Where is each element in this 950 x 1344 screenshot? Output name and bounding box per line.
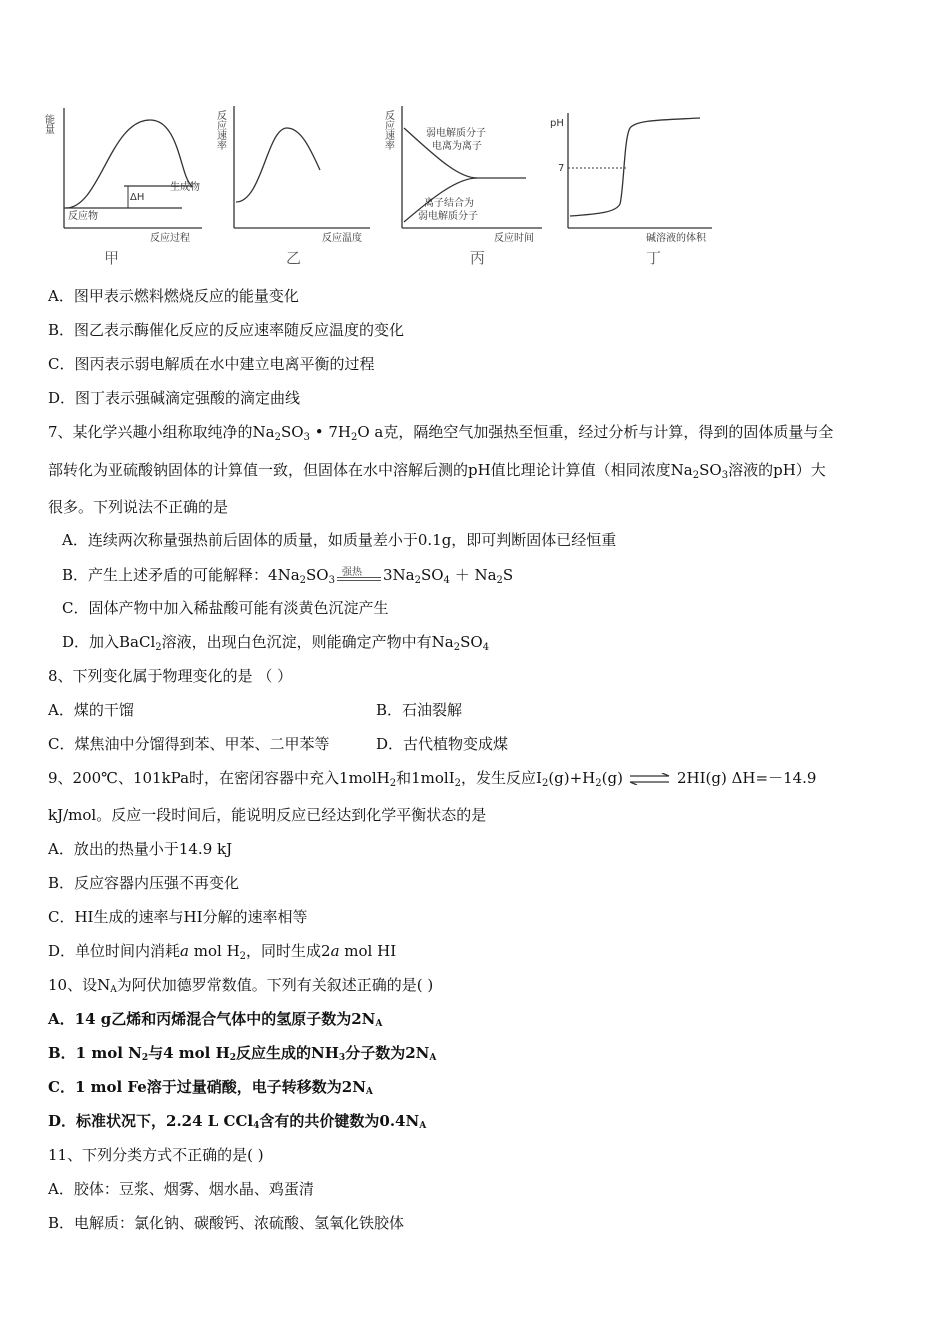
q7-stem-line-3: 很多。下列说法不正确的是	[48, 498, 229, 516]
ding-x-label: 碱溶液的体积	[646, 233, 706, 244]
bing-y-label: 反应速率	[382, 110, 394, 150]
figure-jia	[40, 98, 210, 268]
bing-upper-label-1: 弱电解质分子	[426, 128, 486, 139]
q10-option-d: D．标准状况下，2.24 L CCl4含有的共价键数为0.4NA	[48, 1112, 427, 1131]
q7-option-d: D．加入BaCl$_2$溶液，出现白色沉淀，则能确定产物中有$Na_2SO_4$	[62, 633, 490, 653]
q8-stem: 8、下列变化属于物理变化的是 （ ）	[48, 667, 293, 685]
q11-option-b: B．电解质：氯化钠、碳酸钙、浓硫酸、氢氧化铁胶体	[48, 1214, 405, 1232]
q8-option-d: D．古代植物变成煤	[376, 735, 509, 753]
ding-y-label: pH	[550, 118, 564, 129]
q11-option-a: A．胶体：豆浆、烟雾、烟水晶、鸡蛋清	[48, 1180, 314, 1198]
jia-product-label: 生成物	[170, 182, 200, 193]
q7-stem-line-2: 部转化为亚硫酸钠固体的计算值一致，但固体在水中溶解后测的pH值比理论计算值（相同浓度$Na_2SO_3$溶液的pH）大	[48, 461, 826, 481]
q7-option-b: B．产生上述矛盾的可能解释：$4Na_2SO_3$ 强热 $3Na_2SO_4 + Na_2S$	[62, 566, 514, 586]
jia-reactant-label: 反应物	[68, 211, 98, 222]
bing-caption: 丙	[470, 249, 486, 267]
q9-option-a: A．放出的热量小于14.9 kJ	[48, 840, 233, 858]
figure-yi	[212, 98, 382, 268]
yi-x-label: 反应温度	[322, 233, 362, 244]
bing-lower-label-2: 弱电解质分子	[418, 211, 478, 222]
q6-option-b: B．图乙表示酶催化反应的反应速率随反应温度的变化	[48, 321, 405, 339]
q10-option-b: B．1 mol N2与4 mol H2反应生成的NH3分子数为2NA	[48, 1044, 437, 1063]
q7-option-c: C．固体产物中加入稀盐酸可能有淡黄色沉淀产生	[62, 599, 389, 617]
q9-stem-line-2: kJ/mol。反应一段时间后，能说明反应已经达到化学平衡状态的是	[48, 806, 487, 824]
q9-option-c: C．HI生成的速率与HI分解的速率相等	[48, 908, 308, 926]
jia-delta-h: ΔH	[130, 192, 145, 203]
bing-lower-label-1: 离子结合为	[424, 198, 474, 209]
q9-stem-line-1: 9、200℃、101kPa时，在密闭容器中充入1molH$_2$和1molI$_2$，发生反应$I_2(g)+H_2(g)$ 2HI(g) ΔH=－14.9	[48, 769, 817, 789]
q9-option-d: D．单位时间内消耗a mol $H_2$，同时生成2a mol HI	[48, 942, 397, 962]
yi-y-label: 反应速率	[214, 110, 226, 150]
q6-option-d: D．图丁表示强碱滴定强酸的滴定曲线	[48, 389, 301, 407]
q10-option-a: A．14 g乙烯和丙烯混合气体中的氢原子数为2NA	[48, 1010, 383, 1029]
q10-option-c: C．1 mol Fe溶于过量硝酸，电子转移数为2NA	[48, 1078, 373, 1097]
figure-row	[40, 98, 720, 268]
q7-stem-line-1: 7、某化学兴趣小组称取纯净的$Na_2SO_3$ • $7H_2O$ a克，隔绝空气加强热至恒重，经过分析与计算，得到的固体质量与全	[48, 423, 834, 443]
figure-ding	[550, 98, 720, 268]
jia-y-label: 能量	[42, 114, 54, 134]
equilibrium-arrow-icon	[629, 773, 671, 785]
ding-tick-7: 7	[558, 163, 565, 174]
q6-option-a: A．图甲表示燃料燃烧反应的能量变化	[48, 287, 299, 305]
q8-option-c: C．煤焦油中分馏得到苯、甲苯、二甲苯等	[48, 735, 330, 753]
q10-stem: 10、设NA为阿伏加德罗常数值。下列有关叙述正确的是( )	[48, 976, 434, 995]
q11-stem: 11、下列分类方式不正确的是( )	[48, 1146, 264, 1164]
q6-option-c: C．图丙表示弱电解质在水中建立电离平衡的过程	[48, 355, 375, 373]
bing-upper-label-2: 电离为离子	[432, 141, 482, 152]
heat-condition-arrow: 强热	[337, 568, 381, 584]
q7-option-a: A．连续两次称量强热前后固体的质量，如质量差小于0.1g，即可判断固体已经恒重	[62, 531, 617, 549]
bing-x-label: 反应时间	[494, 233, 534, 244]
jia-caption: 甲	[104, 249, 120, 267]
yi-caption: 乙	[286, 249, 302, 267]
jia-x-label: 反应过程	[150, 233, 190, 244]
figure-bing	[382, 98, 552, 268]
q8-option-a: A．煤的干馏	[48, 701, 134, 719]
ding-caption: 丁	[646, 249, 662, 267]
q8-option-b: B．石油裂解	[376, 701, 463, 719]
q9-option-b: B．反应容器内压强不再变化	[48, 874, 240, 892]
